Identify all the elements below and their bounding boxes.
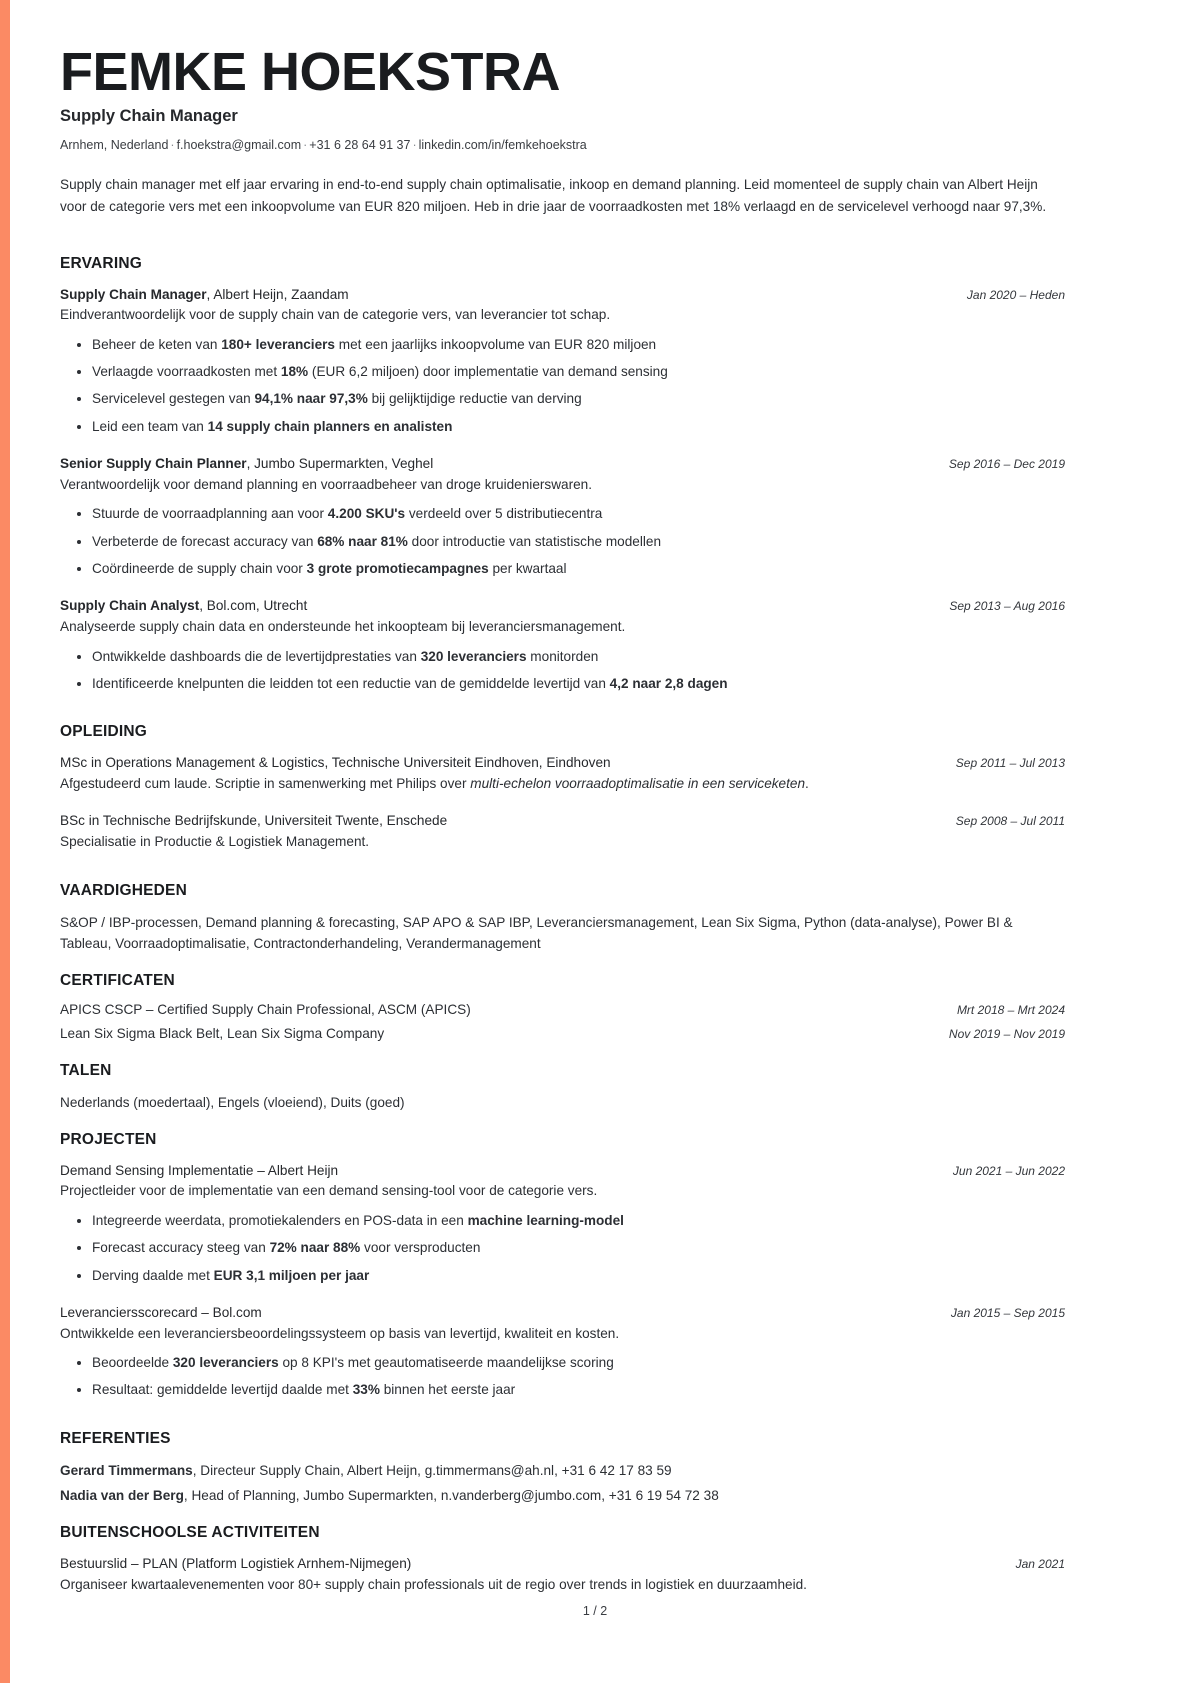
bullet-item: Beheer de keten van 180+ leveranciers met een jaarlijks inkoopvolume van EUR 820 miljoen xyxy=(90,335,1065,355)
bullet-highlight: machine learning-model xyxy=(467,1212,624,1228)
entry-header xyxy=(60,596,1065,616)
bullet-item: Identificeerde knelpunten die leidden tot een reductie van de gemiddelde levertijd van 4,2 naar 2,8 dagen xyxy=(90,674,1065,694)
job-date: Sep 2013 – Aug 2016 xyxy=(949,599,1065,614)
bullet-item: Coördineerde de supply chain voor 3 grote promotiecampagnes per kwartaal xyxy=(90,559,1065,579)
section-education xyxy=(60,711,1065,852)
experience-entries xyxy=(60,285,1065,695)
bullet-highlight: 320 leveranciers xyxy=(172,1355,279,1371)
contact-location: Arnhem, Nederland xyxy=(60,137,169,152)
bullet-list xyxy=(60,335,1065,438)
contact-separator: · xyxy=(303,137,308,152)
entry-header xyxy=(60,753,1065,773)
professional-summary: Supply chain manager met elf jaar ervaring in end-to-end supply chain optimalisatie, inkoop en demand planning. Leid momenteel de supply chain van Albert Heijn voor de categorie vers met een inkoopvolume van EUR 820 miljoen. Heb in drie jaar de voorraadkosten met 18% verlaagd en de servicelevel verhoogd naar 97,3%. xyxy=(60,177,1047,214)
contact-separator: · xyxy=(412,137,417,152)
contact-linkedin[interactable]: linkedin.com/in/femkehoekstra xyxy=(418,137,587,152)
skills-text: S&OP / IBP-processen, Demand planning & forecasting, SAP APO & SAP IBP, Leveranciersmanagement, Lean Six Sigma, Python (data-analyse), Power BI & Tableau, Voorraadoptimalisatie, Contractonderhandeling, Verandermanagement xyxy=(60,914,1013,951)
bullet-highlight: 68% naar 81% xyxy=(317,533,408,549)
degree-title: MSc in Operations Management & Logistics, Technische Universiteit Eindhoven, Eindhoven xyxy=(60,755,611,771)
section-title-extracurricular: BUITENSCHOOLSE ACTIVITEITEN xyxy=(60,1524,320,1541)
contact-phone[interactable]: +31 6 28 64 91 37 xyxy=(309,137,411,152)
job-title: Senior Supply Chain Planner, Jumbo Supermarkten, Veghel xyxy=(60,456,434,472)
section-languages xyxy=(60,1050,1065,1113)
bullet-list xyxy=(60,504,1065,579)
candidate-role: Supply Chain Manager xyxy=(60,106,238,125)
education-entry xyxy=(60,811,1065,852)
entry-header xyxy=(60,1554,1065,1574)
certificate-label: APICS CSCP – Certified Supply Chain Professional, ASCM (APICS) xyxy=(60,1001,471,1017)
entry-header xyxy=(60,285,1065,305)
job-date: Sep 2016 – Dec 2019 xyxy=(948,457,1065,472)
project-name: Demand Sensing Implementatie – Albert Heijn xyxy=(60,1162,339,1178)
job-position: Senior Supply Chain Planner xyxy=(60,456,247,472)
bullet-highlight: 94,1% naar 97,3% xyxy=(254,391,368,407)
job-title: Supply Chain Manager, Albert Heijn, Zaandam xyxy=(60,286,349,302)
education-entries xyxy=(60,753,1065,852)
project-entries xyxy=(60,1161,1065,1401)
thesis-title: multi-echelon voorraadoptimalisatie in een serviceketen xyxy=(470,776,806,792)
section-projects xyxy=(60,1119,1065,1401)
bullet-highlight: 33% xyxy=(352,1382,380,1398)
certificate-item xyxy=(60,1026,1065,1041)
bullet-list xyxy=(60,1211,1065,1286)
extracurricular-entries xyxy=(60,1554,1065,1595)
bullet-list xyxy=(60,1353,1065,1401)
section-skills xyxy=(60,870,1065,954)
reference-name: Gerard Timmermans xyxy=(60,1462,193,1478)
entry-header xyxy=(60,1161,1065,1181)
section-title-skills: VAARDIGHEDEN xyxy=(60,881,187,899)
bullet-highlight: 4,2 naar 2,8 dagen xyxy=(609,675,728,691)
section-title-languages: TALEN xyxy=(60,1061,112,1079)
section-title-experience: ERVARING xyxy=(60,254,142,272)
activity-date: Jan 2021 xyxy=(1015,1557,1065,1571)
resume-content xyxy=(60,0,1065,1612)
certificate-items xyxy=(60,1002,1065,1041)
section-title-projects: PROJECTEN xyxy=(60,1130,157,1148)
bullet-item: Ontwikkelde dashboards die de levertijdprestaties van 320 leveranciers monitorden xyxy=(90,647,1065,667)
job-description: Eindverantwoordelijk voor de supply chain van de categorie vers, van leverancier tot schap. xyxy=(60,307,611,323)
bullet-list xyxy=(60,647,1065,695)
experience-entry xyxy=(60,285,1065,438)
bullet-highlight: 320 leveranciers xyxy=(420,648,527,664)
bullet-highlight: 14 supply chain planners en analisten xyxy=(207,418,453,434)
reference-items xyxy=(60,1460,1065,1506)
bullet-highlight: 18% xyxy=(280,364,309,380)
section-certificates xyxy=(60,960,1065,1041)
project-date: Jan 2015 – Sep 2015 xyxy=(950,1306,1065,1320)
bullet-highlight: 72% naar 88% xyxy=(269,1240,361,1256)
section-experience xyxy=(60,243,1065,695)
bullet-highlight: EUR 3,1 miljoen per jaar xyxy=(213,1267,370,1283)
contact-email[interactable]: f.hoekstra@gmail.com xyxy=(176,137,302,152)
section-references xyxy=(60,1418,1065,1506)
candidate-name: FEMKE HOEKSTRA xyxy=(60,42,561,102)
section-title-references: REFERENTIES xyxy=(60,1429,171,1447)
bullet-highlight: 3 grote promotiecampagnes xyxy=(306,561,489,577)
page-footer xyxy=(0,1604,1190,1618)
activity-name: Bestuurslid – PLAN (Platform Logistiek Arnhem-Nijmegen) xyxy=(60,1556,412,1571)
job-description: Verantwoordelijk voor demand planning en voorraadbeheer van droge kruidenierswaren. xyxy=(60,476,593,492)
section-title-certificates: CERTIFICATEN xyxy=(60,971,175,989)
entry-header xyxy=(60,811,1065,831)
education-description: Specialisatie in Productie & Logistiek Management. xyxy=(60,834,370,850)
bullet-item: Verbeterde de forecast accuracy van 68% naar 81% door introductie van statistische modellen xyxy=(90,532,1065,552)
entry-header xyxy=(60,454,1065,474)
bullet-item: Servicelevel gestegen van 94,1% naar 97,3% bij gelijktijdige reductie van derving xyxy=(90,389,1065,409)
bullet-item: Forecast accuracy steeg van 72% naar 88% voor versproducten xyxy=(90,1238,1065,1258)
entry-header xyxy=(60,1303,1065,1323)
activity-description: Organiseer kwartaalevenementen voor 80+ supply chain professionals uit de regio over trends in logistiek en duurzaamheid. xyxy=(60,1576,807,1592)
bullet-highlight: 180+ leveranciers xyxy=(221,336,335,352)
certificate-label: Lean Six Sigma Black Belt, Lean Six Sigma Company xyxy=(60,1025,385,1041)
education-date: Sep 2011 – Jul 2013 xyxy=(955,756,1065,771)
page-indicator: 1 / 2 xyxy=(582,1604,608,1618)
reference-item: Gerard Timmermans, Directeur Supply Chain, Albert Heijn, g.timmermans@ah.nl, +31 6 42 17 83 59 xyxy=(60,1462,672,1478)
project-name: Leveranciersscorecard – Bol.com xyxy=(60,1305,262,1320)
experience-entry xyxy=(60,596,1065,694)
job-description: Analyseerde supply chain data en ondersteunde het inkoopteam bij leveranciersmanagement. xyxy=(60,619,626,635)
project-description: Ontwikkelde een leveranciersbeoordelingssysteem op basis van levertijd, kwaliteit en kosten. xyxy=(60,1325,620,1341)
bullet-item: Leid een team van 14 supply chain planners en analisten xyxy=(90,417,1065,437)
degree-title: BSc in Technische Bedrijfskunde, Universiteit Twente, Enschede xyxy=(60,813,448,829)
bullet-highlight: 4.200 SKU's xyxy=(327,506,406,522)
bullet-item: Integreerde weerdata, promotiekalenders en POS-data in een machine learning-model xyxy=(90,1211,1065,1231)
certificate-date: Mrt 2018 – Mrt 2024 xyxy=(956,1002,1065,1017)
section-extracurricular xyxy=(60,1512,1065,1595)
reference-name: Nadia van der Berg xyxy=(60,1487,184,1503)
certificate-item xyxy=(60,1002,1065,1017)
job-position: Supply Chain Manager xyxy=(60,286,207,302)
bullet-item: Derving daalde met EUR 3,1 miljoen per jaar xyxy=(90,1266,1065,1286)
job-title: Supply Chain Analyst, Bol.com, Utrecht xyxy=(60,598,308,614)
experience-entry xyxy=(60,454,1065,579)
project-entry xyxy=(60,1303,1065,1401)
extracurricular-entry xyxy=(60,1554,1065,1595)
education-date: Sep 2008 – Jul 2011 xyxy=(955,814,1065,829)
contact-line xyxy=(60,136,1065,155)
education-entry xyxy=(60,753,1065,794)
bullet-item: Resultaat: gemiddelde levertijd daalde met 33% binnen het eerste jaar xyxy=(90,1380,1065,1400)
bullet-item: Beoordeelde 320 leveranciers op 8 KPI's met geautomatiseerde maandelijkse scoring xyxy=(90,1353,1065,1373)
project-description: Projectleider voor de implementatie van een demand sensing-tool voor de categorie vers. xyxy=(60,1183,598,1199)
job-position: Supply Chain Analyst xyxy=(60,598,200,614)
bullet-item: Stuurde de voorraadplanning aan voor 4.200 SKU's verdeeld over 5 distributiecentra xyxy=(90,504,1065,524)
bullet-item: Verlaagde voorraadkosten met 18% (EUR 6,2 miljoen) door implementatie van demand sensing xyxy=(90,362,1065,382)
certificate-date: Nov 2019 – Nov 2019 xyxy=(948,1026,1065,1041)
contact-separator: · xyxy=(170,137,175,152)
project-entry xyxy=(60,1161,1065,1286)
section-title-education: OPLEIDING xyxy=(60,723,148,741)
languages-text: Nederlands (moedertaal), Engels (vloeiend), Duits (goed) xyxy=(60,1094,405,1110)
project-date: Jun 2021 – Jun 2022 xyxy=(952,1163,1065,1178)
job-date: Jan 2020 – Heden xyxy=(966,287,1065,302)
reference-item: Nadia van der Berg, Head of Planning, Jumbo Supermarkten, n.vanderberg@jumbo.com, +31 6 19 54 72 38 xyxy=(60,1487,719,1503)
education-description: Afgestudeerd cum laude. Scriptie in samenwerking met Philips over multi-echelon voorraadoptimalisatie in een serviceketen. xyxy=(60,776,809,792)
accent-bar xyxy=(0,0,10,1683)
